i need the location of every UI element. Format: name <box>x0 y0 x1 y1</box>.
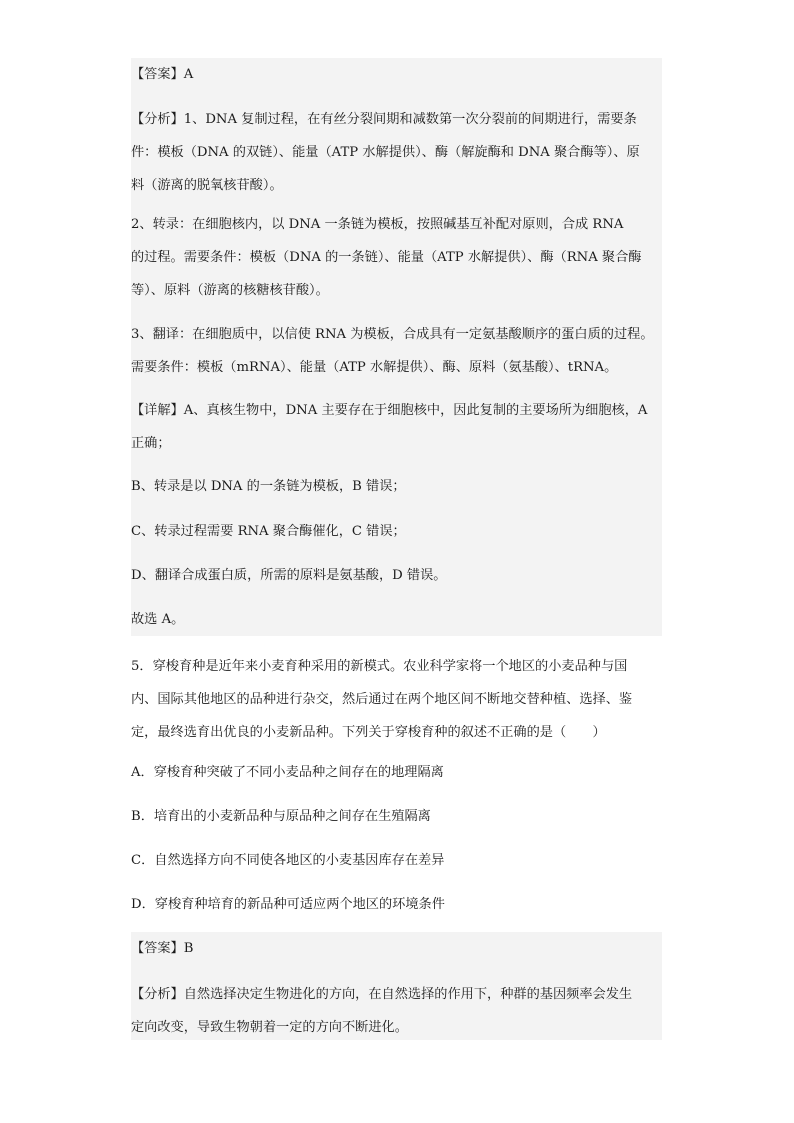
option-c: C．自然选择方向不同使各地区的小麦基因库存在差异 <box>131 853 445 868</box>
translation-line: 3、翻译：在细胞质中，以信使 RNA 为模板，合成具有一定氨基酸顺序的蛋白质的过程。 <box>131 327 654 342</box>
detail-line: 正确； <box>131 436 171 451</box>
transcription-line: 2、转录：在细胞核内，以 DNA 一条链为模板，按照碱基互补配对原则，合成 RNA <box>131 217 624 232</box>
detail-line: 【详解】A、真核生物中，DNA 主要存在于细胞核中，因此复制的主要场所为细胞核，A <box>131 403 648 418</box>
detail-conclusion: 故选 A。 <box>131 612 185 627</box>
analysis-line: 定向改变，导致生物朝着一定的方向不断进化。 <box>131 1020 408 1035</box>
detail-b: B、转录是以 DNA 的一条链为模板，B 错误； <box>131 479 406 494</box>
analysis-transcription <box>131 208 671 307</box>
question-line: 定，最终选育出优良的小麦新品种。下列关于穿梭育种的叙述不正确的是（ ） <box>131 725 606 740</box>
detail-c: C、转录过程需要 RNA 聚合酶催化，C 错误； <box>131 524 406 539</box>
option-d: D．穿梭育种培育的新品种可适应两个地区的环境条件 <box>131 897 445 912</box>
option-a: A．穿梭育种突破了不同小麦品种之间存在的地理隔离 <box>131 765 444 780</box>
answer-label: 【答案】B <box>131 941 194 956</box>
question-line: 内、国际其他地区的品种进行杂交，然后通过在两个地区间不断地交替种植、选择、鉴 <box>131 692 633 707</box>
question-stem <box>131 650 671 749</box>
question-line: 5．穿梭育种是近年来小麦育种采用的新模式。农业科学家将一个地区的小麦品种与国 <box>131 659 628 674</box>
detail-d: D、翻译合成蛋白质，所需的原料是氨基酸，D 错误。 <box>131 568 447 583</box>
option-b: B．培育出的小麦新品种与原品种之间存在生殖隔离 <box>131 809 431 824</box>
transcription-line: 等）、原料（游离的核糖核苷酸）。 <box>131 283 329 298</box>
translation-line: 需要条件：模板（mRNA）、能量（ATP 水解提供）、酶、原料（氨基酸）、tRNA。 <box>131 360 618 375</box>
answer-label: 【答案】A <box>131 67 194 82</box>
analysis-translation <box>131 318 671 384</box>
analysis-selection <box>131 978 671 1044</box>
detail-a <box>131 394 671 460</box>
analysis-line: 【分析】自然选择决定生物进化的方向，在自然选择的作用下，种群的基因频率会发生 <box>131 987 633 1002</box>
analysis-line: 【分析】1、DNA 复制过程，在有丝分裂间期和减数第一次分裂前的间期进行，需要条 <box>131 112 637 127</box>
transcription-line: 的过程。需要条件：模板（DNA 的一条链）、能量（ATP 水解提供）、酶（RNA 聚合酶 <box>131 250 642 265</box>
analysis-replication <box>131 103 671 202</box>
analysis-line: 料（游离的脱氧核苷酸）。 <box>131 178 283 193</box>
analysis-line: 件：模板（DNA 的双链）、能量（ATP 水解提供）、酶（解旋酶和 DNA 聚合酶等）、原 <box>131 145 640 160</box>
